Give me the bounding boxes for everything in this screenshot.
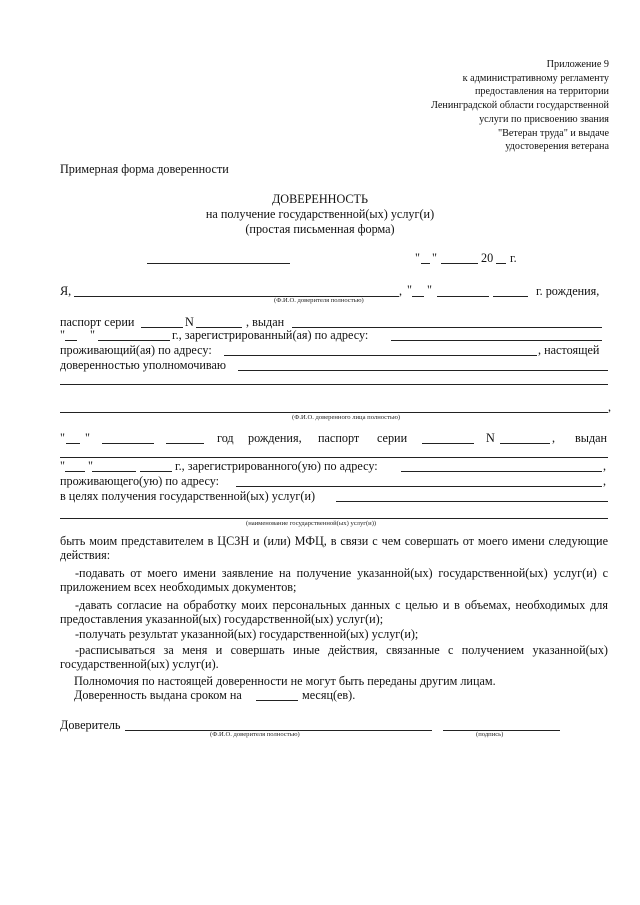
place-line[interactable] <box>147 263 290 264</box>
form-label: Примерная форма доверенности <box>60 162 229 176</box>
principal-fio-caption: (Ф.И.О. доверителя полностью) <box>274 297 364 304</box>
service-caption: (наименование государственной(ых) услуг(и)) <box>246 520 377 527</box>
appendix-line: Приложение 9 <box>546 59 609 70</box>
attorney-registered-comma: , <box>603 459 607 473</box>
comma: , <box>399 284 403 298</box>
appendix-line: "Ветеран труда" и выдаче <box>497 127 609 139</box>
attorney-series-line[interactable] <box>422 443 474 444</box>
document-subtitle: на получение государственной(ых) услуг(и) <box>205 207 435 221</box>
purpose-line[interactable] <box>336 501 608 502</box>
passport-label: паспорт серии <box>60 315 135 329</box>
appendix-line: предоставления на территории <box>474 86 609 98</box>
attorney-birth-quote-close: " <box>85 431 90 445</box>
issue-month-line[interactable] <box>98 340 170 341</box>
date-day-line[interactable] <box>421 263 430 264</box>
issue-quote-open: " <box>60 328 65 342</box>
issued-label: , выдан <box>246 315 285 329</box>
appendix-line: Ленинградской области государственной <box>431 100 609 112</box>
appendix-block <box>349 58 609 154</box>
term-months-line[interactable] <box>256 700 298 701</box>
date-year-suffix: г. <box>510 251 517 265</box>
attorney-birth-day-line[interactable] <box>66 443 80 444</box>
birth-label: г. рождения, <box>536 284 600 298</box>
action-item-4: -расписываться за меня и совершать иные действия, связанные с получением указанной(ых) государственной(ых) услуг(и). <box>60 643 608 671</box>
attorney-passport-label: паспорт <box>318 431 360 445</box>
attorney-number-line[interactable] <box>500 443 550 444</box>
principal-signature-caption: (Ф.И.О. доверителя полностью) <box>210 731 300 738</box>
appendix-line: к административному регламенту <box>462 72 609 84</box>
birth-year-line[interactable] <box>493 296 528 297</box>
attorney-issue-year-line[interactable] <box>140 471 172 472</box>
birth-month-line[interactable] <box>437 296 489 297</box>
attorney-birth-quote-open: " <box>60 431 65 445</box>
living-address-line[interactable] <box>224 355 537 356</box>
attorney-series-label: серии <box>377 431 408 445</box>
birth-day-line[interactable] <box>412 296 424 297</box>
attorney-line-2[interactable] <box>60 384 608 385</box>
attorney-n-label: N <box>486 431 495 445</box>
action-item-3: -получать результат указанной(ых) государственной(ых) услуг(и); <box>75 627 419 641</box>
purpose-label: в целях получения государственной(ых) услуг(и) <box>60 489 316 503</box>
attorney-issued-label: выдан <box>575 431 608 445</box>
living-label: проживающий(ая) по адресу: <box>60 343 212 357</box>
principal-label: Доверитель <box>60 718 121 732</box>
authorize-label: доверенностью уполномочиваю <box>60 358 227 372</box>
term-suffix: месяц(ев). <box>302 688 356 702</box>
birth-quote-close: " <box>427 283 432 297</box>
action-item-2: -давать согласие на обработку моих персональных данных с целью и в объемах, необходимых для предоставления указанной(ых) государственной(ых) услуг(и); <box>60 598 608 626</box>
attorney-comma-2: , <box>552 431 556 445</box>
attorney-line-1[interactable] <box>238 370 608 371</box>
registered-label: г., зарегистрированный(ая) по адресу: <box>172 328 369 342</box>
attorney-birth-year-line[interactable] <box>166 443 204 444</box>
attorney-registered-label: г., зарегистрированного(ую) по адресу: <box>175 459 378 473</box>
attorney-fio-caption: (Ф.И.О. доверенного лица полностью) <box>292 414 401 421</box>
attorney-living-comma: , <box>603 474 607 488</box>
birth-quote-open: " <box>407 283 412 297</box>
date-quote-open: " <box>415 251 420 265</box>
attorney-birth-month-line[interactable] <box>102 443 154 444</box>
attorney-registered-line[interactable] <box>401 471 602 472</box>
body-paragraph-1: быть моим представителем в ЦСЗН и (или) МФЦ, в связи с чем совершать от моего имени следующие действия: <box>60 534 608 562</box>
appendix-line: удостоверения ветерана <box>505 141 609 153</box>
attorney-living-line[interactable] <box>236 486 602 487</box>
action-item-1: -подавать от моего имени заявление на получение указанной(ых) государственной(ых) услуг(и) с приложением всех необходимых документов; <box>60 566 608 594</box>
appendix-line: услуги по присвоению звания <box>479 113 609 125</box>
birth-word: рождения, <box>248 431 302 445</box>
date-year-line[interactable] <box>496 263 506 264</box>
document-title: ДОВЕРЕННОСТЬ <box>271 192 369 206</box>
term-prefix: Доверенность выдана сроком на <box>74 688 242 702</box>
present-label: , настоящей <box>538 343 600 357</box>
power-paragraph: Полномочия по настоящей доверенности не могут быть переданы другим лицам. <box>74 674 496 688</box>
attorney-line-3[interactable] <box>60 412 608 413</box>
year-label: год <box>217 431 234 445</box>
registered-address-line[interactable] <box>391 340 602 341</box>
attorney-issue-day-line[interactable] <box>65 471 85 472</box>
passport-n-label: N <box>185 315 194 329</box>
date-year-prefix: 20 <box>481 251 494 265</box>
attorney-comma: , <box>608 400 612 414</box>
attorney-issue-month-line[interactable] <box>92 471 136 472</box>
date-month-line[interactable] <box>441 263 478 264</box>
service-name-line[interactable] <box>60 518 608 519</box>
issue-day-line[interactable] <box>65 340 77 341</box>
document-subtitle-form: (простая письменная форма) <box>245 222 395 236</box>
issue-quote-close: " <box>90 328 95 342</box>
attorney-issued-by-line[interactable] <box>60 457 608 458</box>
attorney-issue-quote-close: " <box>88 459 93 473</box>
attorney-issue-quote-open: " <box>60 459 65 473</box>
date-quote-close: " <box>432 251 437 265</box>
attorney-living-label: проживающего(ую) по адресу: <box>60 474 220 488</box>
ya-label: Я, <box>60 284 72 298</box>
signature-caption: (подпись) <box>476 731 504 738</box>
